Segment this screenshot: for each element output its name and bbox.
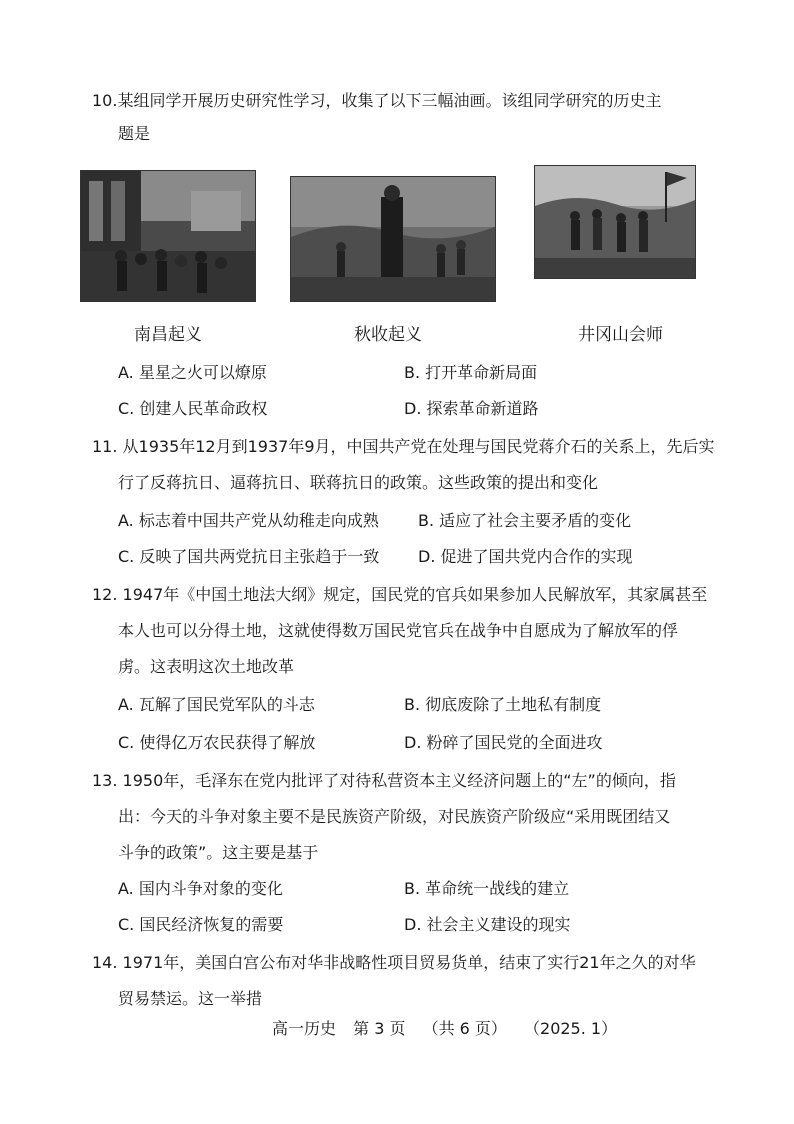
q14-stem-line1: 14. 1971年，美国白宫公布对华非战略性项目贸易货单，结束了实行21年之久的对华 (92, 953, 696, 972)
q10-option-a: A. 星星之火可以燎原 (118, 363, 267, 382)
q12-stem-line3: 虏。这表明这次土地改革 (118, 657, 295, 676)
q13-option-a: A. 国内斗争对象的变化 (118, 879, 283, 898)
page-footer (272, 1018, 629, 1040)
painting-nanchang-uprising (80, 170, 256, 302)
q13-stem-line3: 斗争的政策”。这主要是基于 (118, 843, 319, 862)
q11-option-a: A. 标志着中国共产党从幼稚走向成熟 (118, 511, 379, 530)
q13-stem-line2: 出：今天的斗争对象主要不是民族资产阶级，对民族资产阶级应“采用既团结又 (118, 807, 671, 826)
painting-autumn-harvest-uprising (290, 176, 496, 302)
q13-stem-line1: 13. 1950年，毛泽东在党内批评了对待私营资本主义经济问题上的“左”的倾向，指 (92, 771, 676, 790)
footer-page-number: 第 3 页 (353, 1019, 406, 1038)
footer-date: （2025. 1） (524, 1019, 618, 1038)
q12-stem-line1: 12. 1947年《中国土地法大纲》规定，国民党的官兵如果参加人民解放军，其家属甚至 (92, 585, 708, 604)
q12-option-a: A. 瓦解了国民党军队的斗志 (118, 695, 315, 714)
q12-option-d: D. 粉碎了国民党的全面进攻 (404, 733, 603, 752)
q10-stem-line2: 题是 (118, 124, 151, 143)
painting-jinggangshan-meeting (534, 165, 696, 279)
q12-stem-line2: 本人也可以分得土地，这就使得数万国民党官兵在战争中自愿成为了解放军的俘 (118, 621, 679, 640)
q13-option-c: C. 国民经济恢复的需要 (118, 915, 284, 934)
q11-option-d: D. 促进了国共党内合作的实现 (418, 547, 633, 566)
q10-option-d: D. 探索革命新道路 (404, 399, 539, 418)
footer-subject: 高一历史 (272, 1019, 337, 1038)
q13-option-b: B. 革命统一战线的建立 (404, 879, 570, 898)
q11-option-c: C. 反映了国共两党抗日主张趋于一致 (118, 547, 380, 566)
q14-stem-line2: 贸易禁运。这一举措 (118, 989, 263, 1008)
q11-stem-line2: 行了反蒋抗日、逼蒋抗日、联蒋抗日的政策。这些政策的提出和变化 (118, 473, 599, 492)
footer-total-pages: （共 6 页） (422, 1019, 507, 1038)
q11-stem-line1: 11. 从1935年12月到1937年9月，中国共产党在处理与国民党蒋介石的关系上，先后实 (92, 437, 715, 456)
q12-option-b: B. 彻底废除了土地私有制度 (404, 695, 602, 714)
q10-stem-line1: 10.某组同学开展历史研究性学习，收集了以下三幅油画。该组同学研究的历史主 (92, 91, 662, 110)
caption-jinggangshan: 井冈山会师 (578, 325, 663, 345)
caption-autumn-harvest: 秋收起义 (354, 325, 422, 345)
q13-option-d: D. 社会主义建设的现实 (404, 915, 571, 934)
caption-nanchang: 南昌起义 (134, 325, 202, 345)
q10-option-b: B. 打开革命新局面 (404, 363, 538, 382)
q10-option-c: C. 创建人民革命政权 (118, 399, 268, 418)
q11-option-b: B. 适应了社会主要矛盾的变化 (418, 511, 632, 530)
q12-option-c: C. 使得亿万农民获得了解放 (118, 733, 316, 752)
